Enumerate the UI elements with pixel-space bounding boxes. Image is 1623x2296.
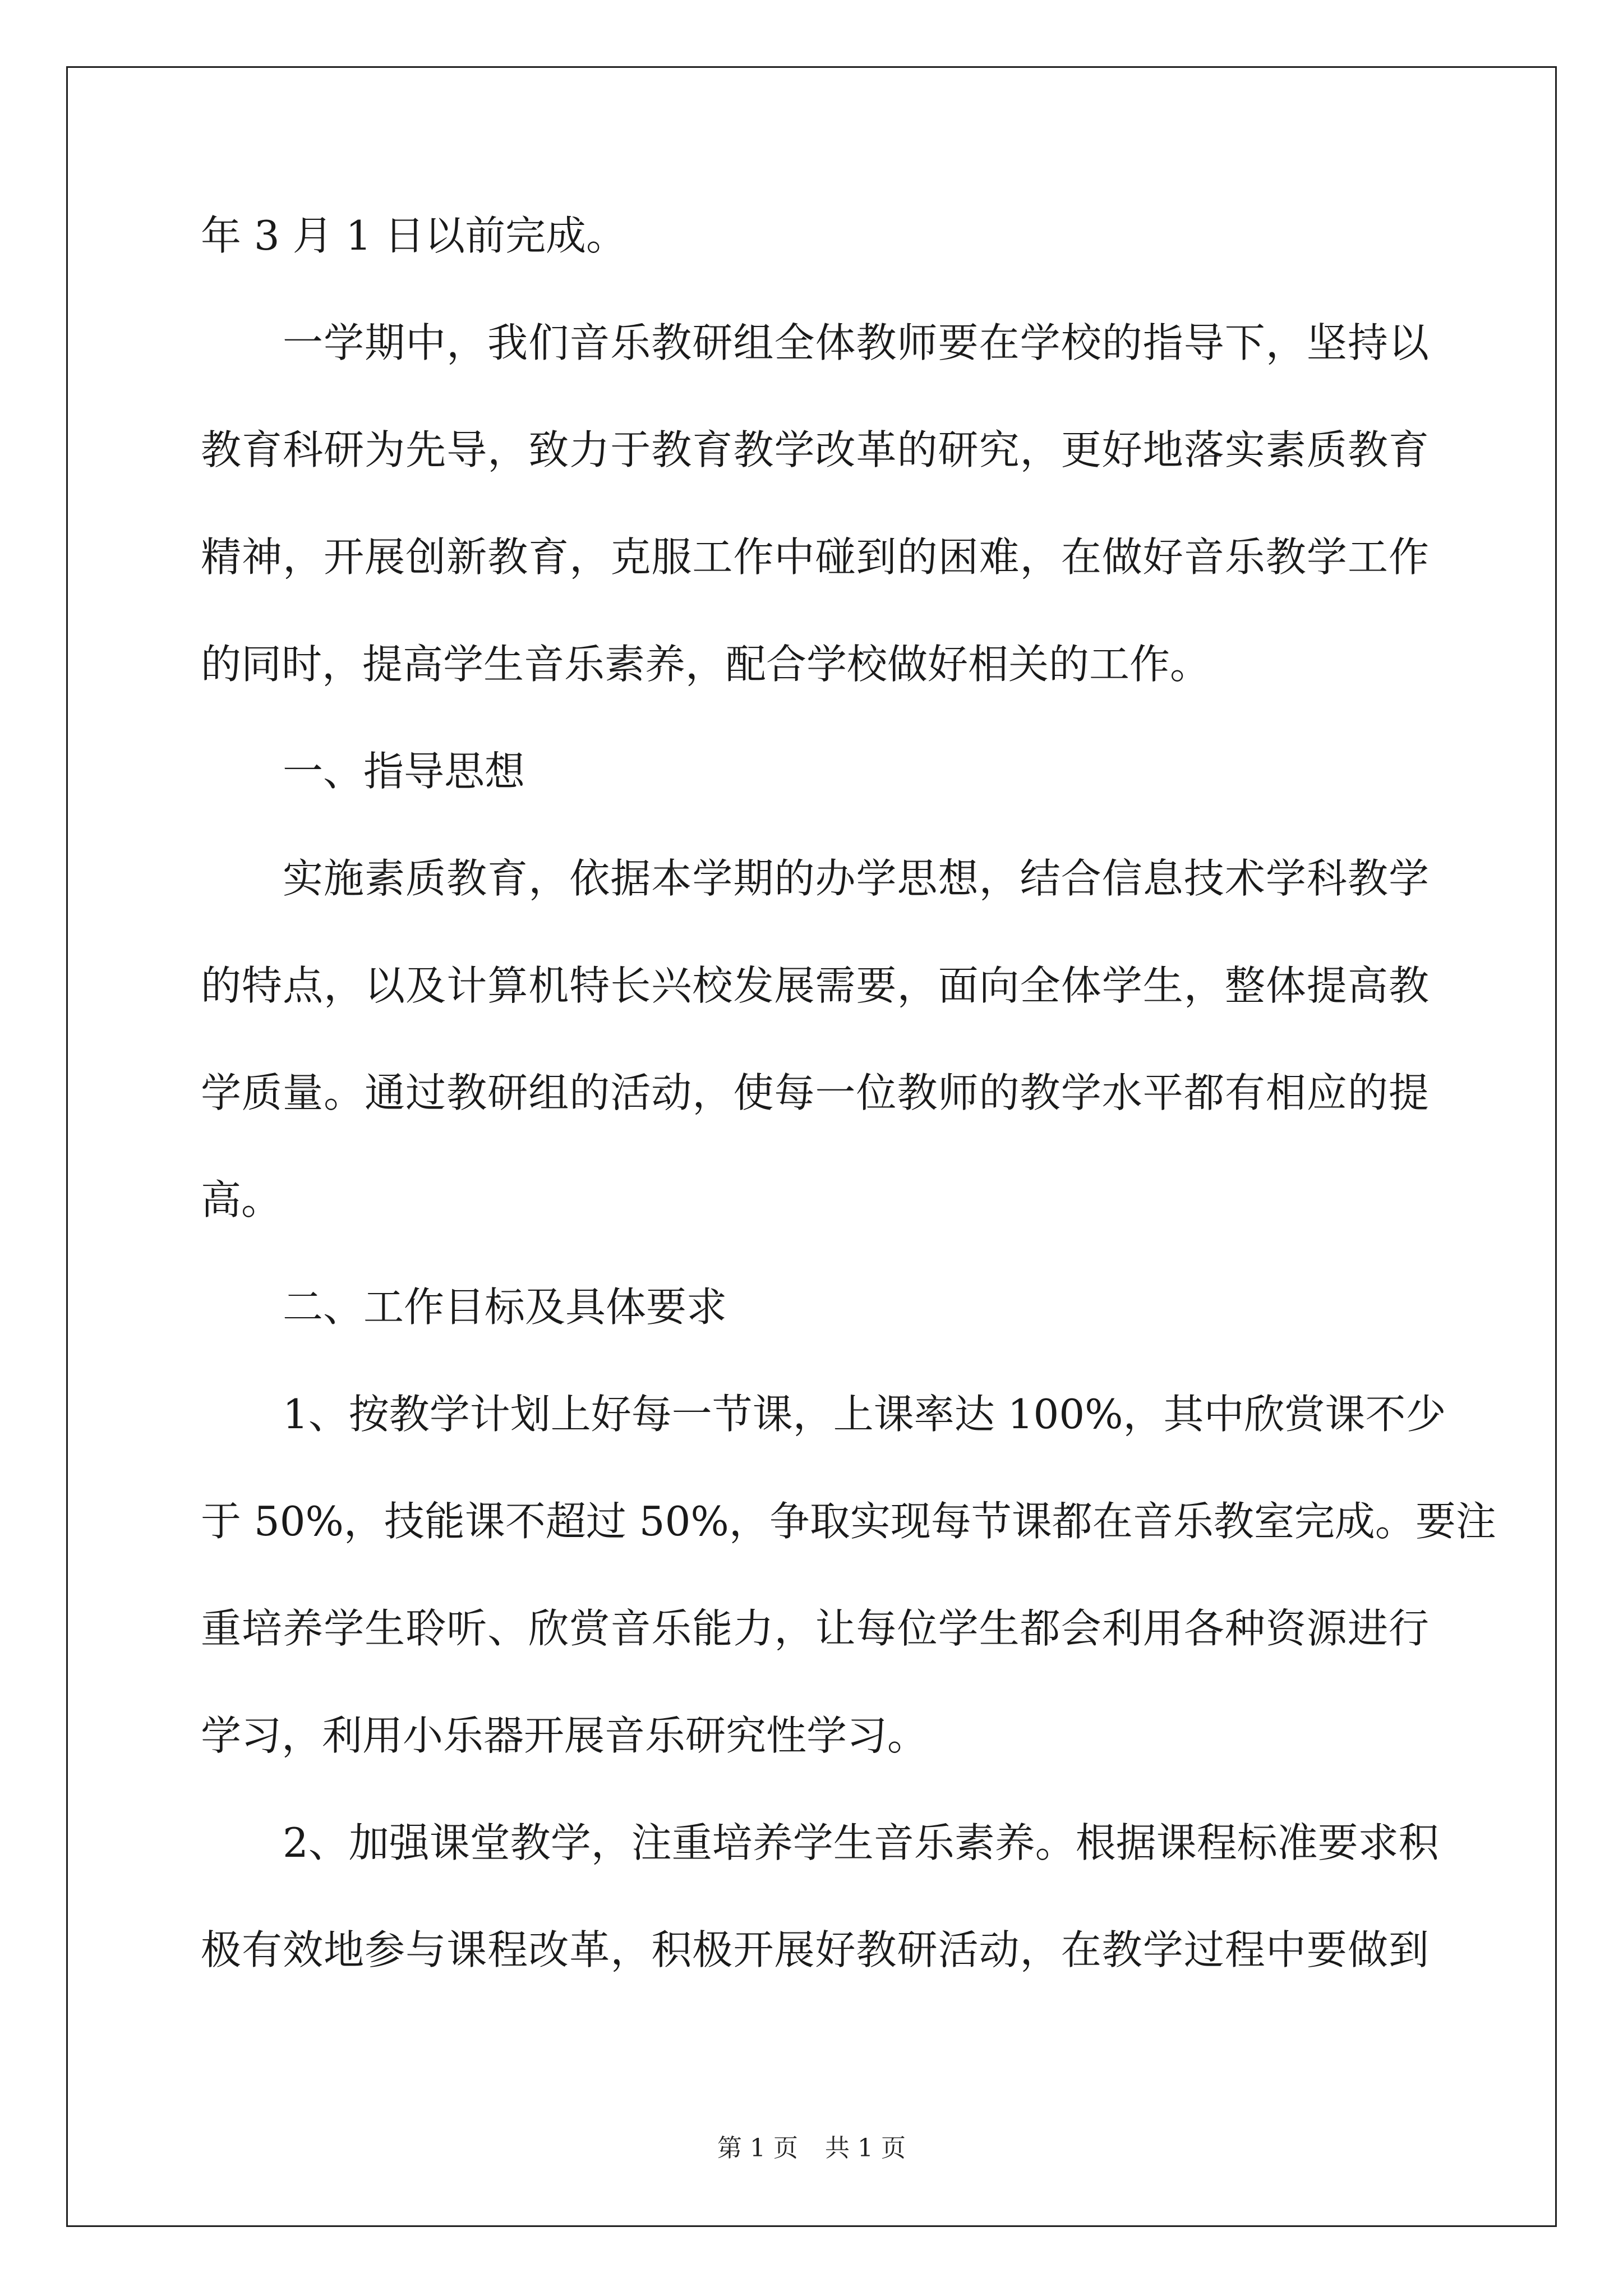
page-number: 第 1 页 (717, 2134, 798, 2162)
text-line: 2、加强课堂教学，注重培养学生音乐素养。根据课程标准要求积 (283, 1819, 1439, 1866)
page-border (66, 66, 1557, 2227)
text-line: 学质量。通过教研组的活动，使每一位教师的教学水平都有相应的提 (201, 1069, 1429, 1116)
text-line: 实施素质教育，依据本学期的办学思想，结合信息技术学科教学 (283, 855, 1429, 902)
text-line: 重培养学生聆听、欣赏音乐能力，让每位学生都会利用各种资源进行 (201, 1605, 1429, 1652)
text-line: 精神，开展创新教育，克服工作中碰到的困难，在做好音乐教学工作 (201, 533, 1429, 581)
text-line: 的特点，以及计算机特长兴校发展需要，面向全体学生，整体提高教 (201, 962, 1429, 1009)
section-heading: 二、工作目标及具体要求 (283, 1283, 727, 1331)
page-footer (0, 2132, 1623, 2165)
text-line: 学习，利用小乐器开展音乐研究性学习。 (201, 1712, 928, 1759)
text-line: 极有效地参与课程改革，积极开展好教研活动，在教学过程中要做到 (201, 1926, 1429, 1973)
text-line: 高。 (201, 1176, 282, 1223)
text-line: 的同时，提高学生音乐素养，配合学校做好相关的工作。 (201, 641, 1211, 688)
text-line: 一学期中，我们音乐教研组全体教师要在学校的指导下，坚持以 (283, 319, 1429, 366)
text-line: 1、按教学计划上好每一节课，上课率达 100%，其中欣赏课不少 (283, 1391, 1446, 1438)
page-total: 共 1 页 (825, 2134, 906, 2162)
text-line: 年 3 月 1 日以前完成。 (201, 212, 627, 259)
section-heading: 一、指导思想 (283, 748, 525, 795)
text-line: 于 50%，技能课不超过 50%，争取实现每节课都在音乐教室完成。要注 (201, 1498, 1496, 1545)
text-line: 教育科研为先导，致力于教育教学改革的研究，更好地落实素质教育 (201, 426, 1429, 473)
